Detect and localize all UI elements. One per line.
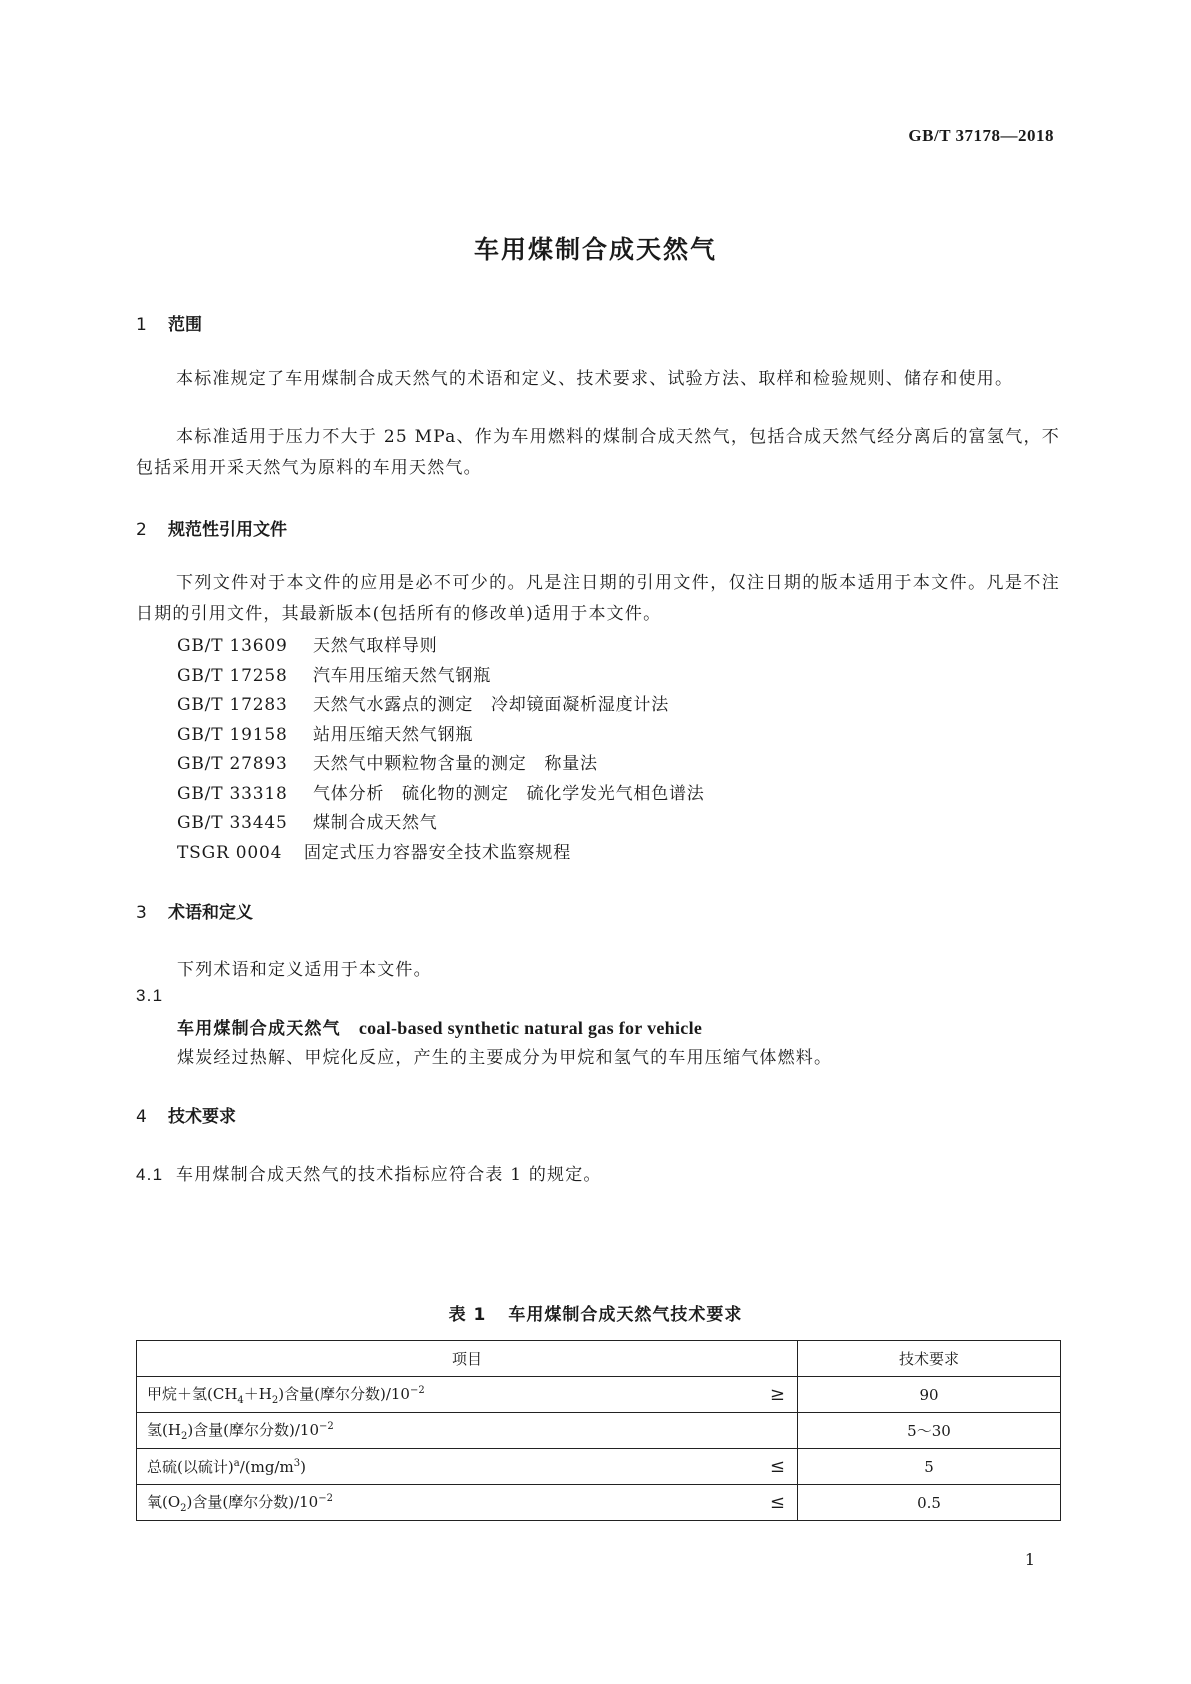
- subscript: 2: [180, 1431, 188, 1442]
- comparison-symbol: ≥: [769, 1384, 785, 1405]
- section-number: 2: [136, 520, 147, 540]
- subscript: 2: [271, 1395, 279, 1406]
- reference-item: [177, 779, 705, 804]
- item-text: )含量(摩尔分数)/10: [186, 1493, 319, 1511]
- table-row: [137, 1485, 1061, 1521]
- reference-title: 天然气取样导则: [313, 636, 438, 656]
- reference-item: [177, 631, 438, 656]
- reference-item: [177, 749, 598, 774]
- section-1-paragraph-2: 本标准适用于压力不大于 25 MPa、作为车用燃料的煤制合成天然气，包括合成天然气经分离后的富氢气，不包括采用开采天然气为原料的车用天然气。: [136, 427, 1060, 478]
- reference-title: 煤制合成天然气: [313, 813, 438, 833]
- row-value: 5: [798, 1449, 1061, 1485]
- standard-code: GB/T 37178—2018: [908, 126, 1054, 145]
- table-number: 表 1: [448, 1305, 487, 1325]
- reference-code: GB/T 27893: [177, 754, 288, 774]
- reference-title: 汽车用压缩天然气钢瓶: [313, 666, 491, 686]
- section-2-intro: 下列文件对于本文件的应用是必不可少的。凡是注日期的引用文件，仅注日期的版本适用于本文件。凡是不注日期的引用文件，其最新版本(包括所有的修改单)适用于本文件。: [136, 573, 1060, 624]
- superscript: 3: [293, 1458, 301, 1469]
- page-number: 1: [1024, 1550, 1035, 1569]
- clause-text: 车用煤制合成天然气的技术指标应符合表 1 的规定。: [176, 1165, 602, 1185]
- header-item: 项目: [137, 1341, 798, 1377]
- table-row: [137, 1377, 1061, 1413]
- spec-table: [136, 1340, 1061, 1521]
- reference-item: [177, 720, 473, 745]
- reference-title: 天然气水露点的测定 冷却镜面凝析湿度计法: [313, 695, 669, 715]
- row-value: 5～30: [798, 1413, 1061, 1449]
- section-title: 范围: [168, 315, 202, 335]
- section-title: 规范性引用文件: [168, 520, 287, 540]
- section-2-heading: [136, 515, 287, 540]
- term-english: coal-based synthetic natural gas for vehicle: [358, 1018, 703, 1038]
- subscript: 4: [237, 1395, 244, 1406]
- item-text: 总硫(以硫计): [147, 1458, 234, 1476]
- term-chinese: 车用煤制合成天然气: [177, 1019, 341, 1039]
- section-number: 4: [136, 1107, 147, 1127]
- section-1-paragraph-1: 本标准规定了车用煤制合成天然气的术语和定义、技术要求、试验方法、取样和检验规则、储存和使用。: [176, 369, 1014, 389]
- reference-code: GB/T 17283: [177, 695, 288, 715]
- item-text: )含量(摩尔分数)/10: [278, 1385, 410, 1403]
- section-number: 1: [136, 315, 147, 335]
- reference-title: 固定式压力容器安全技术监察规程: [304, 843, 571, 863]
- row-item: [137, 1377, 798, 1413]
- table-header-row: [137, 1341, 1061, 1377]
- row-item: [137, 1449, 798, 1485]
- comparison-symbol: ≤: [769, 1492, 785, 1513]
- reference-code: GB/T 17258: [177, 666, 288, 686]
- table-row: [137, 1449, 1061, 1485]
- item-text: 氢(H: [147, 1421, 181, 1439]
- table-caption: [0, 1300, 1191, 1325]
- reference-title: 站用压缩天然气钢瓶: [313, 725, 474, 745]
- section-title: 术语和定义: [168, 903, 253, 923]
- table-title: 车用煤制合成天然气技术要求: [508, 1305, 743, 1325]
- reference-item: [177, 690, 669, 715]
- reference-title: 气体分析 硫化物的测定 硫化学发光气相色谱法: [313, 784, 705, 804]
- superscript: −2: [318, 1493, 333, 1504]
- row-item: [137, 1485, 798, 1521]
- section-3-heading: [136, 898, 253, 923]
- row-value: 0.5: [798, 1485, 1061, 1521]
- item-text: /(mg/m: [239, 1458, 294, 1476]
- reference-title: 天然气中颗粒物含量的测定 称量法: [313, 754, 598, 774]
- item-text: 甲烷＋氢(CH: [147, 1385, 238, 1403]
- reference-item: [177, 661, 491, 686]
- superscript: −2: [319, 1421, 334, 1432]
- footnote-marker: a: [233, 1458, 240, 1469]
- item-text: ): [300, 1458, 306, 1476]
- comparison-symbol: ≤: [769, 1456, 785, 1477]
- term-heading: [177, 1014, 702, 1039]
- table-row: [137, 1413, 1061, 1449]
- reference-code: GB/T 33445: [177, 813, 288, 833]
- reference-item: [177, 838, 571, 863]
- item-text: )含量(摩尔分数)/10: [187, 1421, 320, 1439]
- item-text: ＋H: [243, 1385, 272, 1403]
- header-requirement: 技术要求: [798, 1341, 1061, 1377]
- item-text: 氧(O: [147, 1493, 181, 1511]
- reference-code: GB/T 13609: [177, 636, 288, 656]
- document-title: 车用煤制合成天然气: [473, 235, 717, 264]
- reference-code: TSGR 0004: [177, 843, 283, 863]
- section-title: 技术要求: [168, 1107, 236, 1127]
- section-3-intro: 下列术语和定义适用于本文件。: [177, 960, 432, 980]
- section-1-heading: [136, 310, 202, 335]
- row-value: 90: [798, 1377, 1061, 1413]
- reference-item: [177, 808, 438, 833]
- row-item: [137, 1413, 798, 1449]
- section-number: 3: [136, 903, 147, 923]
- clause-4-1: [136, 1160, 602, 1185]
- reference-code: GB/T 19158: [177, 725, 288, 745]
- clause-number: 4.1: [136, 1165, 164, 1184]
- term-number: 3.1: [136, 986, 164, 1005]
- term-definition: 煤炭经过热解、甲烷化反应，产生的主要成分为甲烷和氢气的车用压缩气体燃料。: [177, 1048, 833, 1068]
- superscript: −2: [409, 1385, 425, 1396]
- section-4-heading: [136, 1102, 236, 1127]
- reference-code: GB/T 33318: [177, 784, 288, 804]
- subscript: 2: [180, 1503, 187, 1514]
